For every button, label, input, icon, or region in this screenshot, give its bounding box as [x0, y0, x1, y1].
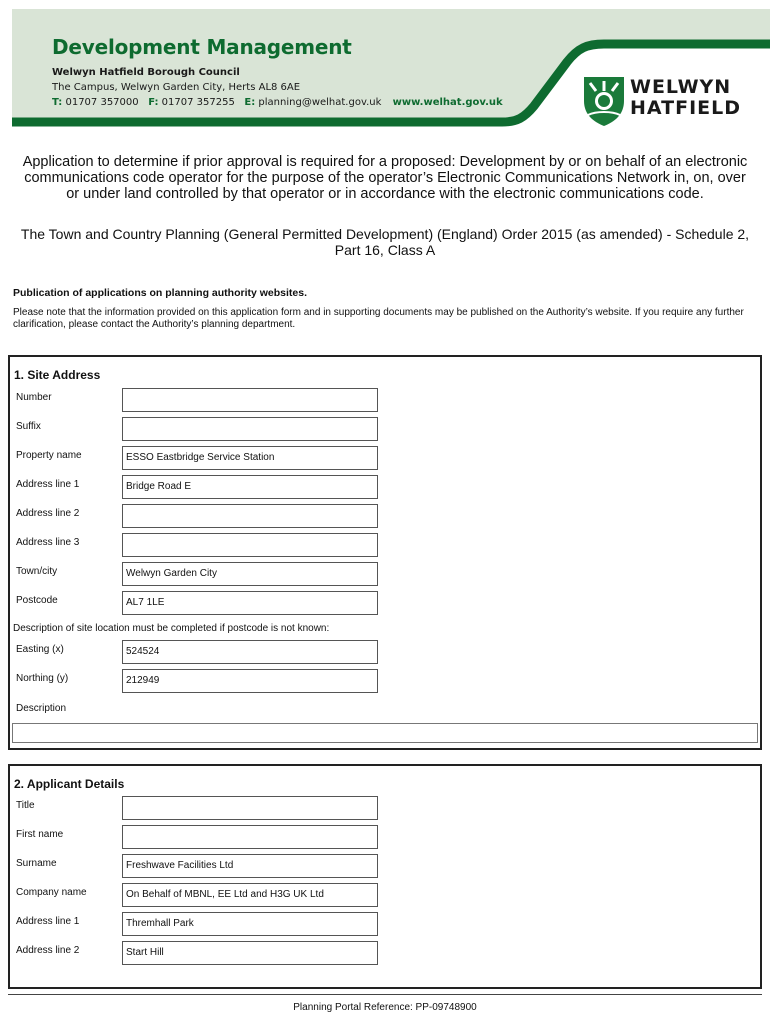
surname-field[interactable]: Freshwave Facilities Ltd	[122, 854, 378, 878]
email-address[interactable]: planning@welhat.gov.uk	[258, 97, 382, 108]
website-link[interactable]: www.welhat.gov.uk	[392, 97, 503, 108]
easting-field[interactable]: 524524	[122, 640, 378, 664]
field-label: Title	[16, 800, 35, 811]
field-label: Postcode	[16, 595, 58, 606]
field-label: Address line 1	[16, 479, 80, 490]
council-name: Welwyn Hatfield Borough Council	[52, 67, 240, 78]
field-label: Address line 2	[16, 945, 80, 956]
field-row-suffix	[10, 417, 760, 441]
organisation-block	[52, 35, 503, 110]
fax-number: 01707 357255	[161, 97, 235, 108]
title-field[interactable]	[122, 796, 378, 820]
field-row-address-line-2	[10, 941, 760, 965]
field-row-title	[10, 796, 760, 820]
header-banner	[12, 9, 770, 129]
field-row-easting	[10, 640, 760, 664]
address-line-2-field[interactable]: Start Hill	[122, 941, 378, 965]
property-name-field[interactable]: ESSO Eastbridge Service Station	[122, 446, 378, 470]
field-row-northing	[10, 669, 760, 693]
field-row-first-name	[10, 825, 760, 849]
council-address: The Campus, Welwyn Garden City, Herts AL8 6AE	[52, 82, 301, 93]
company-name-field[interactable]: On Behalf of MBNL, EE Ltd and H3G UK Ltd	[122, 883, 378, 907]
welwyn-hatfield-logo	[582, 75, 770, 129]
email-label: E:	[244, 97, 256, 108]
tel-label: T:	[52, 97, 63, 108]
field-row-address-line-1	[10, 912, 760, 936]
field-label: Property name	[16, 450, 82, 461]
field-label: First name	[16, 829, 64, 840]
field-label: Surname	[16, 858, 57, 869]
address-line-1-field[interactable]: Thremhall Park	[122, 912, 378, 936]
field-row-town-city	[10, 562, 760, 586]
first-name-field[interactable]	[122, 825, 378, 849]
logo-line-2: HATFIELD	[630, 97, 741, 119]
field-row-number	[10, 388, 760, 412]
field-row-address-line-1	[10, 475, 760, 499]
address-line-1-field[interactable]: Bridge Road E	[122, 475, 378, 499]
field-label: Number	[16, 392, 52, 403]
field-row-address-line-2	[10, 504, 760, 528]
footer-divider	[8, 994, 762, 995]
address-line-3-field[interactable]	[122, 533, 378, 557]
description-label: Description	[16, 703, 67, 714]
applicant-details-section	[8, 764, 762, 989]
field-label: Easting (x)	[16, 644, 64, 655]
field-row-property-name	[10, 446, 760, 470]
publication-heading: Publication of applications on planning authority websites.	[13, 287, 308, 299]
field-label: Address line 2	[16, 508, 80, 519]
postcode-field[interactable]: AL7 1LE	[122, 591, 378, 615]
field-label: Address line 3	[16, 537, 80, 548]
field-label: Address line 1	[16, 916, 80, 927]
field-row-surname	[10, 854, 760, 878]
shield-icon	[582, 75, 626, 127]
field-label: Northing (y)	[16, 673, 69, 684]
tel-number: 01707 357000	[65, 97, 139, 108]
suffix-field[interactable]	[122, 417, 378, 441]
description-field[interactable]	[12, 723, 758, 743]
town-city-field[interactable]: Welwyn Garden City	[122, 562, 378, 586]
publication-note: Please note that the information provided on this application form and in supporting documents may be published on the Authority’s website. If you require any further clarification, please contact the Authority’s planning department.	[13, 307, 744, 330]
location-note: Description of site location must be completed if postcode is not known:	[13, 623, 330, 634]
portal-reference: Planning Portal Reference: PP-09748900	[293, 1002, 477, 1013]
logo-line-1: WELWYN	[630, 76, 732, 98]
fax-label: F:	[148, 97, 159, 108]
application-title: Application to determine if prior approval is required for a proposed: Development by or on behalf of an electronic communications code operator for the purpose of the operator’s Electronic Communications Network in, on, over or under land controlled by that operator or in accordance with the electronic communications code.	[22, 154, 748, 202]
site-address-section	[8, 355, 762, 750]
number-field[interactable]	[122, 388, 378, 412]
section-heading: 2. Applicant Details	[14, 777, 125, 791]
field-row-postcode	[10, 591, 760, 615]
section-heading: 1. Site Address	[14, 368, 101, 382]
field-label: Company name	[16, 887, 87, 898]
northing-field[interactable]: 212949	[122, 669, 378, 693]
contact-line	[52, 95, 503, 110]
page-title: Development Management	[52, 35, 352, 59]
order-title: The Town and Country Planning (General Permitted Development) (England) Order 2015 (as amended) - Schedule 2, Part 16, Class A	[20, 226, 750, 258]
field-row-address-line-3	[10, 533, 760, 557]
field-row-company-name	[10, 883, 760, 907]
logo-wordmark	[630, 77, 741, 119]
field-label: Suffix	[16, 421, 41, 432]
address-line-2-field[interactable]	[122, 504, 378, 528]
field-label: Town/city	[16, 566, 58, 577]
